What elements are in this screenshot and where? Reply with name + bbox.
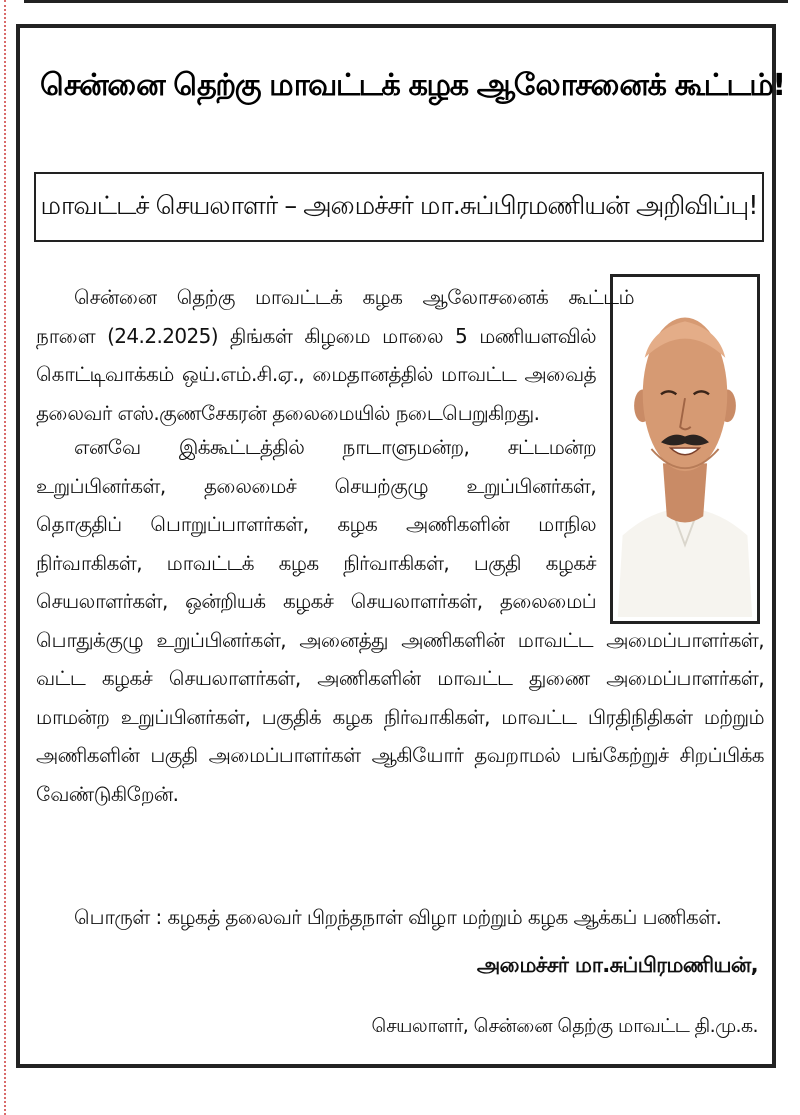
subheadline-box	[34, 172, 764, 242]
paragraph-line: சென்னை தெற்கு மாவட்டக் கழக ஆலோசனைக் கூட்டம்	[74, 285, 634, 309]
signature-name: அமைச்சர் மா.சுப்பிரமணியன்,	[476, 953, 758, 977]
subheadline: மாவட்டச் செயலாளர் – அமைச்சர் மா.சுப்பிரமணியன் அறிவிப்பு!	[40, 190, 758, 221]
paragraph-meeting-details	[36, 278, 634, 432]
paragraph-invitees	[36, 428, 764, 813]
paragraph-line: எனவே இக்கூட்டத்தில் நாடாளுமன்ற, சட்டமன்ற	[74, 435, 596, 459]
subject-line: பொருள் : கழகத் தலைவர் பிறந்தநாள் விழா மற்றும் கழக ஆக்கப் பணிகள்.	[74, 905, 722, 929]
top-rule	[24, 0, 788, 3]
announcement-frame	[16, 24, 785, 1068]
paragraph-line: வட்ட கழகச் செயலாளர்கள், அணிகளின் மாவட்ட துணை அமைப்பாளர்கள்,	[36, 666, 764, 690]
paragraph-line: வேண்டுகிறேன்.	[36, 781, 179, 806]
page-fold-guide	[4, 0, 6, 1115]
paragraph-line: கொட்டிவாக்கம் ஒய்.எம்.சி.ஏ., மைதானத்தில் மாவட்ட அவைத்	[36, 362, 596, 386]
paragraph-line: தொகுதிப் பொறுப்பாளர்கள், கழக அணிகளின் மாநில	[36, 512, 596, 536]
paragraph-line: மாமன்ற உறுப்பினர்கள், பகுதிக் கழக நிர்வாகிகள், மாவட்ட பிரதிநிதிகள் மற்றும்	[36, 704, 764, 729]
paragraph-line: நிர்வாகிகள், மாவட்டக் கழக நிர்வாகிகள், பகுதி கழகச்	[36, 550, 596, 575]
paragraph-line: நாளை (24.2.2025) திங்கள் கிழமை மாலை 5 மணியளவில்	[36, 323, 596, 348]
paragraph-line: செயலாளர்கள், ஒன்றியக் கழகச் செயலாளர்கள், தலைமைப்	[36, 589, 596, 613]
paragraph-line: பொதுக்குழு உறுப்பினர்கள், அனைத்து அணிகளின் மாவட்ட அமைப்பாளர்கள்,	[36, 627, 764, 652]
headline: சென்னை தெற்கு மாவட்டக் கழக ஆலோசனைக் கூட்டம்!	[40, 68, 785, 103]
paragraph-line: அணிகளின் பகுதி அமைப்பாளர்கள் ஆகியோர் தவறாமல் பங்கேற்றுச் சிறப்பிக்க	[36, 743, 764, 767]
paragraph-line: உறுப்பினர்கள், தலைமைச் செயற்குழு உறுப்பினர்கள்,	[36, 473, 596, 498]
paragraph-line: தலைவர் எஸ்.குணசேகரன் தலைமையில் நடைபெறுகிறது.	[36, 400, 540, 425]
signature-title: செயலாளர், சென்னை தெற்கு மாவட்ட தி.மு.க.	[371, 1015, 758, 1037]
